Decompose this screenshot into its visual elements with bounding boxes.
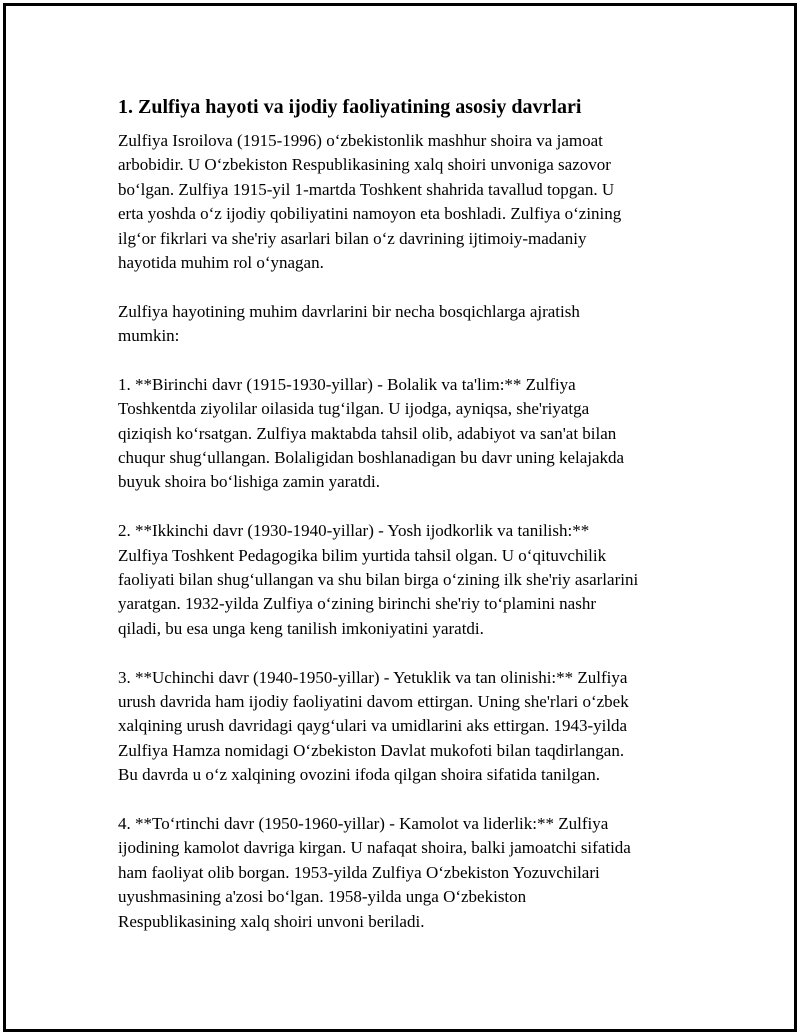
text-line: 1. **Birinchi davr (1915-1930-yillar) - Bolalik va ta'lim:** Zulfiya (118, 374, 576, 394)
text-line: Zulfiya Isroilova (1915-1996) o‘zbekistonlik mashhur shoira va jamoat (118, 131, 603, 150)
text-line: 2. **Ikkinchi davr (1930-1940-yillar) - Yosh ijodkorlik va tanilish:** (118, 521, 590, 541)
text-line: urush davrida ham ijodiy faoliyatini davom ettirgan. Uning she'rlari o‘zbek (118, 691, 629, 711)
paragraph-periods-intro (118, 300, 638, 349)
paragraph-period-1 (118, 373, 638, 495)
text-line: Respublikasining xalq shoiri unvoni beriladi. (118, 911, 425, 931)
text-line: buyuk shoira bo‘lishiga zamin yaratdi. (118, 472, 381, 492)
paragraph-period-3 (118, 666, 638, 788)
text-line: chuqur shug‘ullangan. Bolaligidan boshlanadigan bu davr uning kelajakda (118, 448, 625, 468)
text-line: Bu davrda u o‘z xalqining ovozini ifoda qilgan shoira sifatida tanilgan. (118, 765, 601, 785)
text-line: uyushmasining a'zosi bo‘lgan. 1958-yilda unga O‘zbekiston (118, 887, 527, 907)
text-line: 3. **Uchinchi davr (1940-1950-yillar) - Yetuklik va tan olinishi:** Zulfiya (118, 667, 628, 687)
text-line: Zulfiya Toshkent Pedagogika bilim yurtida tahsil olgan. U o‘qituvchilik (118, 545, 607, 565)
document-title: 1. Zulfiya hayoti va ijodiy faoliyatining asosiy davrlari (118, 96, 582, 118)
text-line: bo‘lgan. Zulfiya 1915-yil 1-martda Toshkent shahrida tavallud topgan. U (118, 179, 615, 199)
text-line: Zulfiya Hamza nomidagi O‘zbekiston Davlat mukofoti bilan taqdirlangan. (118, 740, 625, 760)
text-line: ilg‘or fikrlari va she'riy asarlari bilan o‘z davrining ijtimoiy-madaniy (118, 228, 587, 248)
document-body (118, 129, 638, 934)
document-content (118, 95, 638, 934)
paragraph-period-2 (118, 519, 638, 641)
text-line: erta yoshda o‘z ijodiy qobiliyatini namoyon eta boshladi. Zulfiya o‘zining (118, 204, 622, 224)
paragraph-intro (118, 129, 638, 275)
text-line: Zulfiya hayotining muhim davrlarini bir necha bosqichlarga ajratish (118, 301, 580, 321)
paragraph-period-4 (118, 812, 638, 934)
text-line: ijodining kamolot davriga kirgan. U nafaqat shoira, balki jamoatchi sifatida (118, 838, 631, 858)
text-line: 4. **To‘rtinchi davr (1950-1960-yillar) - Kamolot va liderlik:** Zulfiya (118, 813, 609, 833)
text-line: qiladi, bu esa unga keng tanilish imkoniyatini yaratdi. (118, 618, 484, 638)
text-line: mumkin: (118, 326, 180, 346)
text-line: arbobidir. U O‘zbekiston Respublikasining xalq shoiri unvoniga sazovor (118, 155, 611, 175)
text-line: qiziqish ko‘rsatgan. Zulfiya maktabda tahsil olib, adabiyot va san'at bilan (118, 423, 617, 443)
text-line: hayotida muhim rol o‘ynagan. (118, 252, 324, 272)
text-line: xalqining urush davridagi qayg‘ulari va umidlarini aks ettirgan. 1943-yilda (118, 716, 628, 736)
text-line: yaratgan. 1932-yilda Zulfiya o‘zining birinchi she'riy to‘plamini nashr (118, 594, 596, 614)
text-line: Toshkentda ziyolilar oilasida tug‘ilgan. U ijodga, ayniqsa, she'riyatga (118, 399, 590, 419)
text-line: faoliyati bilan shug‘ullangan va shu bilan birga o‘zining ilk she'riy asarlarini (118, 570, 639, 590)
text-line: ham faoliyat olib borgan. 1953-yilda Zulfiya O‘zbekiston Yozuvchilari (118, 862, 600, 882)
